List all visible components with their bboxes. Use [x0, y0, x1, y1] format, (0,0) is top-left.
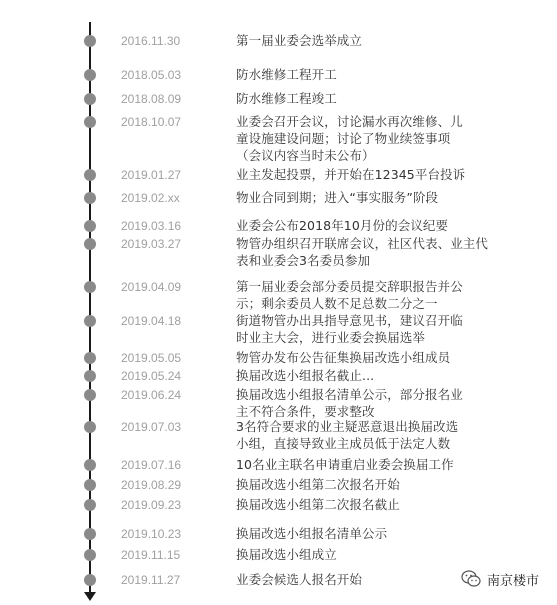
event-date: 2019.05.24	[121, 369, 182, 383]
event-date: 2016.11.30	[121, 34, 181, 48]
timeline-dot	[84, 35, 96, 47]
timeline-dot	[84, 528, 96, 540]
timeline-dot	[84, 352, 96, 364]
event-date: 2019.01.27	[121, 168, 182, 182]
event-description	[236, 386, 496, 420]
event-description	[236, 217, 496, 234]
event-description-line: 小组，直接导致业主成员低于法定人数	[236, 436, 451, 451]
event-description	[236, 90, 496, 107]
event-description-line: 换届改选小组第二次报名开始	[236, 477, 400, 492]
event-description-line: 防水维修工程开工	[236, 67, 337, 82]
event-description	[236, 525, 496, 542]
event-description	[236, 278, 496, 312]
timeline-dot	[84, 238, 96, 250]
timeline-dot	[84, 192, 96, 204]
event-date: 2019.04.09	[121, 280, 182, 294]
event-date: 2019.10.23	[121, 527, 182, 541]
event-description-line: 物管办发布公告征集换届改选小组成员	[236, 350, 451, 365]
event-description	[236, 312, 496, 346]
event-date: 2019.08.29	[121, 478, 182, 492]
timeline-dot	[84, 549, 96, 561]
event-date: 2019.03.16	[121, 219, 182, 233]
event-description-line: 业委会候选人报名开始	[236, 572, 363, 587]
event-description-line: 业委会公布2018年10月份的会议纪要	[236, 218, 449, 233]
event-description-line: 时业主大会，进行业委会换届选举	[236, 330, 426, 345]
event-description	[236, 166, 496, 183]
event-date: 2019.03.27	[121, 237, 182, 251]
event-description-line: 换届改选小组报名清单公示	[236, 526, 388, 541]
timeline-dot	[84, 459, 96, 471]
timeline-dot	[84, 220, 96, 232]
event-date: 2019.11.27	[121, 573, 181, 587]
timeline-dot	[84, 370, 96, 382]
timeline-dot	[84, 389, 96, 401]
event-description-line: 物管办组织召开联席会议，社区代表、业主代	[236, 236, 489, 251]
event-description-line: 换届改选小组第二次报名截止	[236, 497, 400, 512]
event-description	[236, 235, 496, 269]
event-date: 2019.05.05	[121, 351, 182, 365]
timeline-dot	[84, 479, 96, 491]
event-description	[236, 113, 496, 164]
event-date: 2018.08.09	[121, 92, 182, 106]
watermark	[461, 568, 539, 590]
event-date: 2019.04.18	[121, 314, 182, 328]
event-description-line: 业委会召开会议，讨论漏水再次维修、儿	[236, 114, 463, 129]
event-date: 2018.10.07	[121, 115, 182, 129]
wechat-logo-icon	[461, 570, 481, 588]
event-description-line: （会议内容当时未公布）	[236, 148, 375, 163]
event-date: 2019.07.03	[121, 420, 182, 434]
event-description-line: 示；剩余委员人数不足总数二分之一	[236, 296, 438, 311]
event-description-line: 3名符合要求的业主疑恶意退出换届改选	[236, 419, 459, 434]
event-description-line: 第一届业委会部分委员提交辞职报告并公	[236, 279, 463, 294]
event-date: 2018.05.03	[121, 68, 182, 82]
timeline-dot	[84, 421, 96, 433]
event-description-line: 第一届业委会选举成立	[236, 33, 363, 48]
event-description-line: 防水维修工程竣工	[236, 91, 337, 106]
event-description	[236, 456, 496, 473]
timeline-dot	[84, 574, 96, 586]
event-description	[236, 546, 496, 563]
watermark-text: 南京楼市	[487, 573, 540, 589]
event-description-line: 业主发起投票，并开始在12345平台投诉	[236, 167, 466, 182]
event-description	[236, 349, 496, 366]
event-description	[236, 189, 496, 206]
timeline-dot	[84, 116, 96, 128]
event-description-line: 街道物管办出具指导意见书，建议召开临	[236, 313, 463, 328]
event-description-line: 主不符合条件，要求整改	[236, 404, 375, 419]
event-description-line: 表和业委会3名委员参加	[236, 253, 371, 268]
event-description-line: 换届改选小组报名截止...	[236, 368, 375, 383]
event-description	[236, 66, 496, 83]
event-description-line: 童设施建设问题；讨论了物业续签事项	[236, 131, 451, 146]
event-description-line: 换届改选小组成立	[236, 547, 337, 562]
event-description-line: 10名业主联名申请重启业委会换届工作	[236, 457, 454, 472]
down-arrow-icon	[84, 592, 96, 601]
event-date: 2019.07.16	[121, 458, 182, 472]
event-date: 2019.06.24	[121, 388, 182, 402]
timeline-dot	[84, 169, 96, 181]
timeline-dot	[84, 69, 96, 81]
event-description	[236, 367, 496, 384]
event-date: 2019.11.15	[121, 548, 181, 562]
timeline-dot	[84, 93, 96, 105]
timeline-dot	[84, 315, 96, 327]
event-date: 2019.09.23	[121, 498, 182, 512]
event-description	[236, 418, 496, 452]
event-description-line: 换届改选小组报名清单公示，部分报名业	[236, 387, 463, 402]
event-date: 2019.02.xx	[121, 191, 180, 205]
event-description	[236, 571, 496, 588]
event-description	[236, 32, 496, 49]
event-description-line: 物业合同到期；进入“事实服务”阶段	[236, 190, 439, 205]
timeline-dot	[84, 499, 96, 511]
event-description	[236, 496, 496, 513]
timeline-dot	[84, 281, 96, 293]
event-description	[236, 476, 496, 493]
